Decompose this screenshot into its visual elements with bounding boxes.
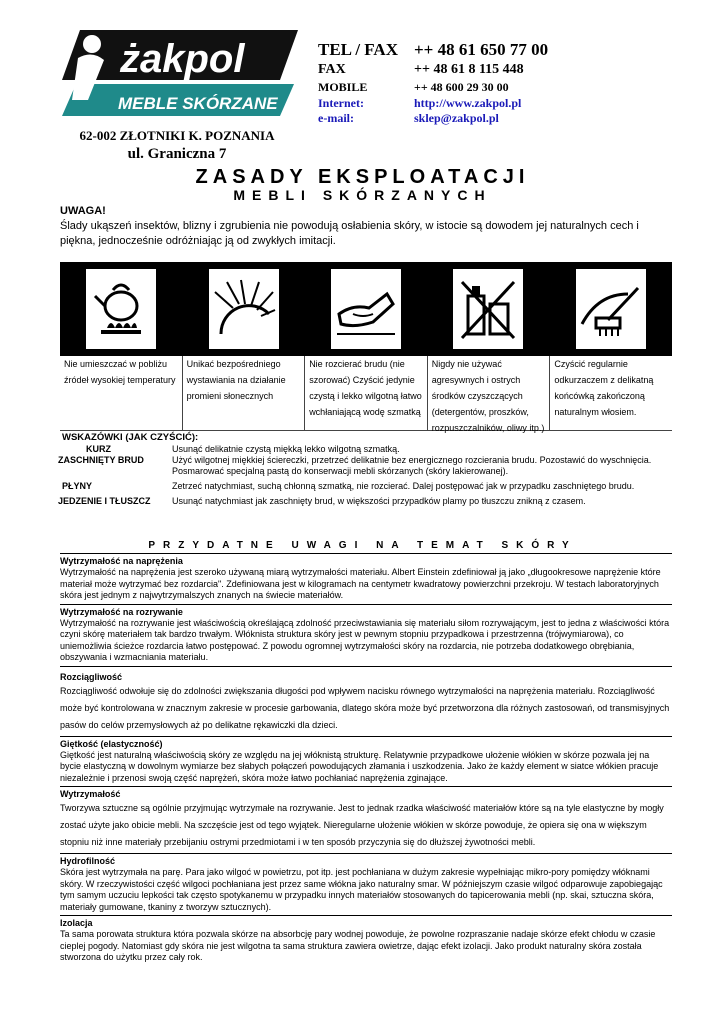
- warning-text: Ślady ukąszeń insektów, blizny i zgrubienia nie powodują osłabienia skóry, w istocie są dowodem jej naturalnych cech i piękna, jednocześnie odróżniając ją od zwykłych imitacji.: [60, 220, 639, 247]
- website-link[interactable]: http://www.zakpol.pl: [414, 96, 522, 110]
- section-text: Tworzywa sztuczne są ogólnie przyjmując wytrzymałe na rozrywanie. Jest to jednak rzadka właściwość materiałów które są na tyle elastyczne by mogły zostać użyte jako obicie mebli. Na szczęście jest od tego wyjątek. Nieregularne ułożenie włókien w skórze powoduje, że opiera się ona w większym stopniu niż inne materiały przebijaniu ostrymi przedmiotami i w ten sposób przyczynia się do dłuższej żywotności mebli.: [60, 803, 664, 847]
- section-title: Izolacja: [60, 918, 93, 928]
- cleaning-label: PŁYNY: [62, 481, 93, 491]
- contact-label: e-mail:: [318, 111, 354, 125]
- cleaning-row: [58, 444, 678, 455]
- cleaning-row: [58, 496, 678, 507]
- contact-row-telfax: [318, 40, 718, 62]
- pictogram-labels: [60, 356, 672, 431]
- contact-label: MOBILE: [318, 80, 368, 94]
- contact-label: FAX: [318, 62, 346, 77]
- section-title: Wytrzymałość na naprężenia: [60, 556, 183, 566]
- useful-notes-heading: PRZYDATNE UWAGI NA TEMAT SKÓRY: [148, 540, 577, 551]
- section-text: Giętkość jest naturalną właściwością skóry ze względu na jej włóknistą strukturę. Relatywnie przypadkowe ułożenie włókien w skórze pozwala jej na bycie elastyczną w dowolnym wymiarze bez słabych połączeń powodujących złamania i uszkodzenia. Jako że każdy element w siatce włókien pracuje niezależnie i przenosi swoją część naprężeń, skóra może łatwo pochłaniać naprężenia zginające.: [60, 749, 659, 783]
- pictogram-label: Nigdy nie używać agresywnych i ostrych środków czyszczących (detergentów, proszków, rozpuszczalników, oliwy itp.): [427, 356, 550, 430]
- pictogram-label: Unikać bezpośredniego wystawiania na działanie promieni słonecznych: [182, 356, 305, 430]
- sun-icon: [209, 269, 279, 349]
- contact-value: ++ 48 600 29 30 00: [414, 80, 509, 94]
- kettle-on-fire-icon: [86, 269, 156, 349]
- cleaning-heading: WSKAZÓWKI (JAK CZYŚCIĆ):: [62, 432, 199, 443]
- section-hydrophilicity: [60, 853, 672, 915]
- cleaning-text: Użyć wilgotnej miękkiej ściereczki, przetrzeć delikatnie bez energicznego rozcierania brudu. Pozostawić do wyschnięcia. Posmarować specjalną pastą do konserwacji mebli skórzanych (skóry lakierowanej).: [172, 455, 652, 476]
- address-line2: ul. Graniczna 7: [127, 146, 227, 162]
- pictogram-label: Nie umieszczać w pobliżu źródeł wysokiej temperatury: [64, 359, 176, 385]
- section-title: Rozciągliwość: [60, 671, 123, 682]
- cleaning-instructions: [58, 432, 678, 507]
- section-tensile-strength: [60, 553, 672, 604]
- cleaning-row: [58, 455, 678, 477]
- section-durability: [60, 786, 672, 853]
- cleaning-label: JEDZENIE I TŁUSZCZ: [58, 496, 151, 506]
- pictogram-label: Nie rozcierać brudu (nie szorować) Czyścić jedynie czystą i lekko wilgotną łatwo wchłaniającą wodę szmatką: [304, 356, 427, 430]
- crossed-chemicals-icon: [453, 269, 523, 349]
- contact-row-fax: [318, 62, 718, 80]
- company-logo: [58, 30, 298, 116]
- contact-label: TEL / FAX: [318, 40, 398, 59]
- care-pictograms: [60, 262, 672, 356]
- section-title: Wytrzymałość: [60, 789, 121, 799]
- cleaning-row: [58, 481, 678, 492]
- section-text: Wytrzymałość na naprężenia jest szeroko używaną miarą wytrzymałości materiału. Albert Einstein zdefiniował ją jako „długookresowe naprężenie które materiał może wytrzymać bez rozdarcia". Zdefiniowana jest w kilogramach na centymetr kwadratowy powierzchni przekroju. W testach laboratoryjnych skóra jest jednym z najwytrzymalszych znanych na świecie materiałów.: [60, 567, 661, 600]
- warning-heading: UWAGA!: [60, 205, 106, 217]
- cleaning-text: Zetrzeć natychmiast, suchą chłonną szmatką, nie rozcierać. Dalej postępować jak w przypadku zaschniętego brudu.: [172, 481, 635, 491]
- section-text: Skóra jest wytrzymała na parę. Para jako wilgoć w powietrzu, pot itp. jest pochłaniana w dużym zakresie wypełniając mikro-pory pomiędzy włóknami skóry. W rzeczywistości część wilgoci pochłaniana jest przez same włókna jako naturalny smar. W późniejszym czasie wilgoć odparowuje zapobiegając tym samym uczuciu lepkości tak często spotykanemu w przypadku innych materiałów stosowanych do tapicerowania mebli (np. skai, sztuczna skóra, materiały gumowane, tkaniny z tworzyw sztucznych).: [60, 867, 663, 912]
- cleaning-text: Usunąć delikatnie czystą miękką lekko wilgotną szmatką.: [172, 444, 400, 454]
- address-line1: 62-002 ZŁOTNIKI K. POZNANIA: [79, 128, 275, 143]
- section-title: Hydrofilność: [60, 856, 116, 866]
- email-link[interactable]: sklep@zakpol.pl: [414, 111, 499, 125]
- leather-properties: [60, 553, 672, 966]
- contact-block: [318, 40, 718, 126]
- section-text: Rozciągliwość odwołuje się do zdolności zwiększania długości pod wpływem nacisku równego wytrzymałości na naprężenia materiału. Rozciągliwość może być kontrolowana w znacznym zakresie w procesie garbowania, dlatego skóra może być przetworzona dla różnych zastosowań, od transmisyjnych pasów do celów przemysłowych aż po delikatne rękawiczki dla dzieci.: [60, 685, 670, 730]
- section-title: Giętkość (elastyczność): [60, 738, 163, 749]
- section-insulation: [60, 915, 672, 966]
- contact-row-mobile: [318, 80, 718, 96]
- section-stretch: [60, 666, 672, 736]
- contact-value: ++ 48 61 8 115 448: [414, 62, 524, 77]
- section-text: Wytrzymałość na rozrywanie jest właściwością określającą zdolność przeciwstawiania się materiału siłom rozrywającym, jest to jedna z właściwości która czyni skórę materiałem tak bardzo trwałym. Włóknista struktura skóry jest w pewnym stopniu przypadkowa i przestrzenna (trójwymiarowa), co uniemożliwia ścieżce rozdarcia łatwo postępować. Z powodu ogromnej wytrzymałości skóry na rozdarcia, nie potrzeba dodatkowego obrębiania, obszywania i wzmacniania materiału.: [60, 617, 670, 662]
- cleaning-label: ZASCHNIĘTY BRUD: [58, 455, 144, 465]
- section-tear-strength: [60, 604, 672, 666]
- title-main: ZASADY EKSPLOATACJI: [195, 166, 530, 188]
- warning-block: [60, 204, 670, 249]
- section-flexibility: [60, 736, 672, 787]
- cleaning-label: KURZ: [86, 444, 111, 454]
- document-title: [0, 166, 725, 203]
- logo-brand: żakpol: [120, 37, 245, 81]
- contact-row-internet: [318, 96, 718, 111]
- logo-tagline: MEBLE SKÓRZANE: [118, 94, 278, 113]
- pictogram-label: Czyścić regularnie odkurzaczem z delikatną końcówką zakończoną naturalnym włosiem.: [549, 356, 672, 430]
- cloth-wiping-icon: [331, 269, 401, 349]
- contact-row-email: [318, 111, 718, 126]
- contact-label: Internet:: [318, 96, 364, 110]
- title-sub: MEBLI SKÓRZANYCH: [233, 187, 492, 203]
- contact-value: ++ 48 61 650 77 00: [414, 40, 549, 59]
- address: [62, 128, 292, 163]
- section-title: Wytrzymałość na rozrywanie: [60, 606, 183, 617]
- brush-cleaning-icon: [576, 269, 646, 349]
- cleaning-text: Usunąć natychmiast jak zaschnięty brud, w większości przypadków plamy po tłuszczu znikną z czasem.: [172, 496, 586, 506]
- section-text: Ta sama porowata struktura która pozwala skórze na absorbcję pary wodnej powoduje, że powolne rozpraszanie nadaje skórze efekt chłodu w czasie cieplej pogody. Natomiast gdy skóra nie jest wilgotna ta sama struktura zawiera owietrze, dając efekt izolacji. Jako produkt naturalny skóra została stworzona do użytku przez cały rok.: [60, 929, 656, 962]
